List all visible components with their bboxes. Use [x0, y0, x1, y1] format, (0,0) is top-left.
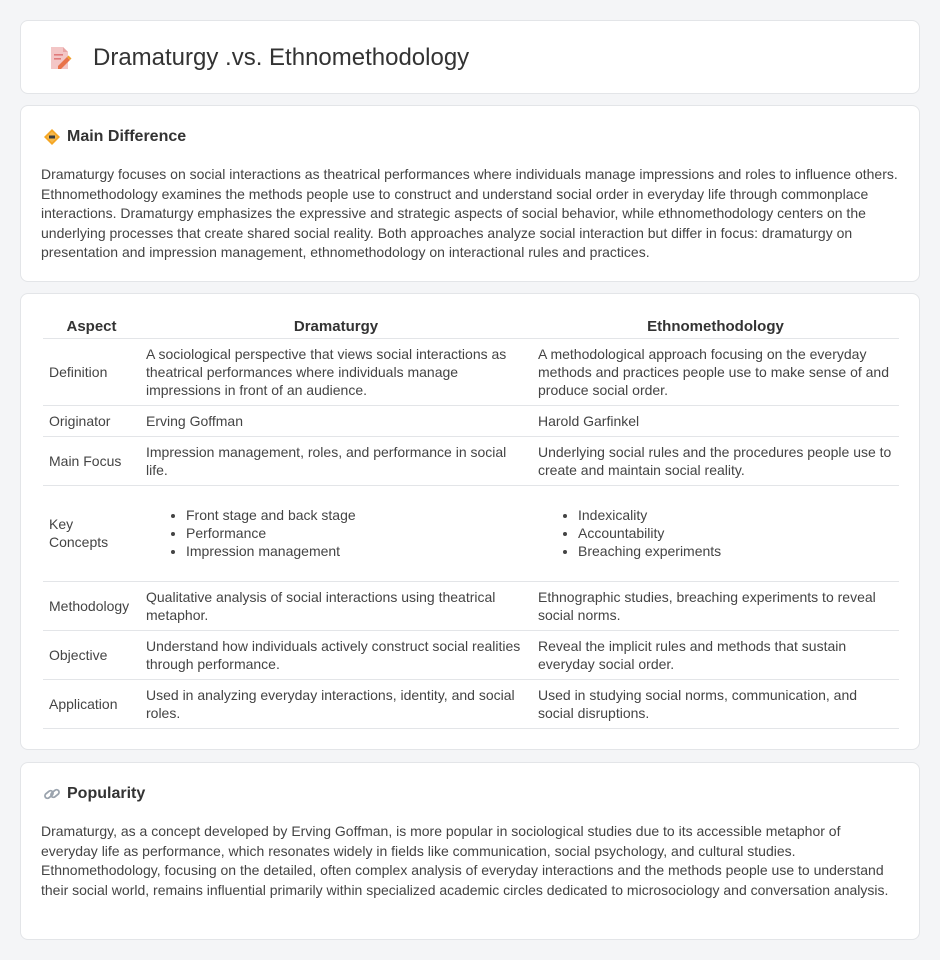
- edit-document-icon: [47, 45, 73, 71]
- row-ethnomethodology: Underlying social rules and the procedures people use to create and maintain social reality.: [532, 436, 899, 485]
- table-row: [43, 436, 899, 485]
- list-item: • Front stage and back stage: [186, 506, 526, 524]
- row-dramaturgy: Used in analyzing everyday interactions, identity, and social roles.: [140, 679, 532, 728]
- dramaturgy-concepts-list: [146, 506, 526, 560]
- row-dramaturgy: Erving Goffman: [140, 405, 532, 436]
- table-row: [43, 405, 899, 436]
- table-row: [43, 630, 899, 679]
- header-aspect: Aspect: [43, 314, 140, 338]
- link-icon: [43, 785, 61, 803]
- popularity-title: Popularity: [67, 785, 146, 802]
- table-row: [43, 581, 899, 630]
- row-aspect: Main Focus: [43, 436, 140, 485]
- table-row: [43, 485, 899, 581]
- comparison-table: [43, 314, 899, 729]
- row-aspect: Methodology: [43, 581, 140, 630]
- row-aspect: Definition: [43, 338, 140, 405]
- main-difference-heading: [43, 128, 186, 146]
- ethnomethodology-concepts-list: [538, 506, 893, 560]
- header-dramaturgy: Dramaturgy: [140, 314, 532, 338]
- list-item: • Breaching experiments: [578, 542, 893, 560]
- row-dramaturgy: [140, 485, 532, 581]
- main-difference-text: Dramaturgy focuses on social interactions as theatrical performances where individuals manage impressions and roles to influence others. Ethnomethodology examines the methods people use to construct and understand social order in everyday life through commonplace interactions. Dramaturgy emphasizes the expressive and strategic aspects of social behavior, while ethnomethodology centers on the underlying processes that create shared social reality. Both approaches analyze social interaction but differ in focus: dramaturgy on presentation and impression management, ethnomethodology on interactional rules and practices.: [41, 166, 898, 261]
- comparison-section: [20, 293, 920, 750]
- popularity-section: [20, 762, 920, 940]
- table-row: [43, 338, 899, 405]
- list-item: • Indexicality: [578, 506, 893, 524]
- row-dramaturgy: Understand how individuals actively construct social realities through performance.: [140, 630, 532, 679]
- row-aspect: Key Concepts: [43, 485, 140, 581]
- row-aspect: Application: [43, 679, 140, 728]
- main-difference-section: [20, 105, 920, 282]
- header-ethnomethodology: Ethnomethodology: [532, 314, 899, 338]
- popularity-heading: [43, 785, 145, 803]
- row-dramaturgy: Qualitative analysis of social interactions using theatrical metaphor.: [140, 581, 532, 630]
- row-dramaturgy: Impression management, roles, and performance in social life.: [140, 436, 532, 485]
- table-header-row: [43, 314, 899, 338]
- row-aspect: Originator: [43, 405, 140, 436]
- row-dramaturgy: A sociological perspective that views social interactions as theatrical performances where individuals manage impressions in front of an audience.: [140, 338, 532, 405]
- row-ethnomethodology: Harold Garfinkel: [532, 405, 899, 436]
- table-row: [43, 679, 899, 728]
- row-ethnomethodology: A methodological approach focusing on the everyday methods and practices people use to make sense of and produce social order.: [532, 338, 899, 405]
- list-item: • Accountability: [578, 524, 893, 542]
- list-item: • Impression management: [186, 542, 526, 560]
- row-aspect: Objective: [43, 630, 140, 679]
- list-item: • Performance: [186, 524, 526, 542]
- row-ethnomethodology: Ethnographic studies, breaching experiments to reveal social norms.: [532, 581, 899, 630]
- row-ethnomethodology: Used in studying social norms, communication, and social disruptions.: [532, 679, 899, 728]
- popularity-text: Dramaturgy, as a concept developed by Erving Goffman, is more popular in sociological studies due to its accessible metaphor of everyday life as performance, which resonates widely in fields like communication, social psychology, and cultural studies. Ethnomethodology, focusing on the detailed, often complex analysis of everyday interactions and the methods people use to understand their social world, remains influential primarily within specialized academic circles dedicated to microsociology and conversation analysis.: [41, 823, 889, 898]
- row-ethnomethodology: Reveal the implicit rules and methods that sustain everyday social order.: [532, 630, 899, 679]
- row-ethnomethodology: [532, 485, 899, 581]
- header-card: [20, 20, 920, 94]
- diamond-sign-icon: [43, 128, 61, 146]
- main-difference-title: Main Difference: [67, 128, 187, 145]
- page-title: Dramaturgy .vs. Ethnomethodology: [93, 44, 470, 71]
